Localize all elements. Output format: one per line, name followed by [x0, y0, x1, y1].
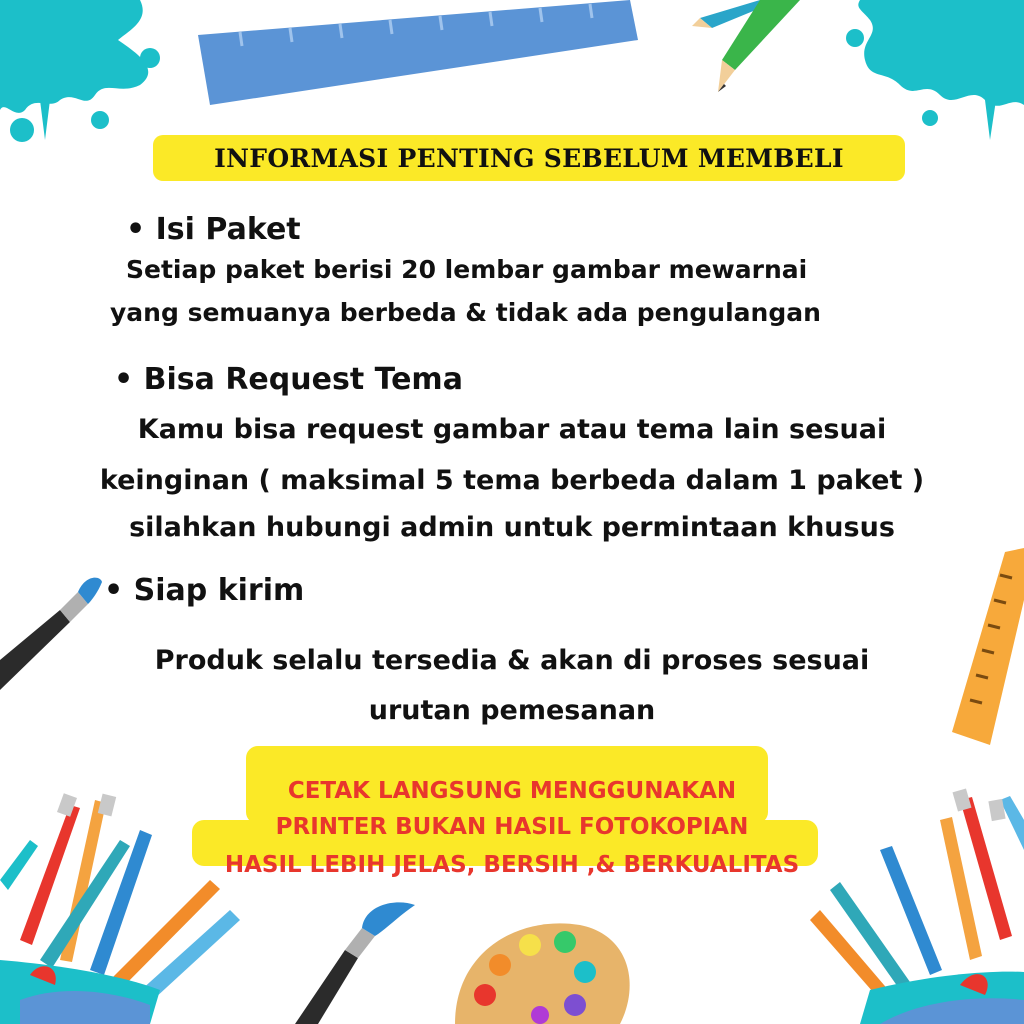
ruler-icon [198, 0, 638, 105]
section-heading-request-tema: • Bisa Request Tema [114, 362, 463, 397]
section-text-line: keinginan ( maksimal 5 tema berbeda dalam 1 paket ) [99, 465, 925, 496]
promo-line: PRINTER BUKAN HASIL FOTOKOPIAN [275, 814, 749, 840]
paintbrush-icon [295, 902, 415, 1024]
section-text-line: Kamu bisa request gambar atau tema lain sesuai [137, 414, 887, 445]
page-title: INFORMASI PENTING SEBELUM MEMBELI [214, 143, 844, 173]
promo-line: CETAK LANGSUNG MENGGUNAKAN [287, 778, 737, 804]
section-text-line: Produk selalu tersedia & akan di proses sesuai [154, 645, 870, 676]
bullet-icon: • [114, 362, 134, 397]
paint-splash-icon [846, 0, 1024, 140]
bullet-icon: • [104, 573, 124, 608]
section-text-line: yang semuanya berbeda & tidak ada pengulangan [110, 298, 821, 327]
section-text-line: Setiap paket berisi 20 lembar gambar mewarnai [126, 255, 808, 284]
title-banner [153, 135, 905, 181]
section-heading-isi-paket: • Isi Paket [126, 212, 301, 247]
paint-palette-icon [455, 923, 630, 1024]
paint-splash-icon [0, 0, 160, 142]
pencil-icon [692, 0, 800, 92]
section-heading-siap-kirim: • Siap kirim [104, 573, 305, 608]
section-text-line: urutan pemesanan [368, 695, 656, 726]
promo-line: HASIL LEBIH JELAS, BERSIH ,& BERKUALITAS [224, 852, 800, 878]
section-text-line: silahkan hubungi admin untuk permintaan khusus [129, 512, 895, 543]
bullet-icon: • [126, 212, 146, 247]
